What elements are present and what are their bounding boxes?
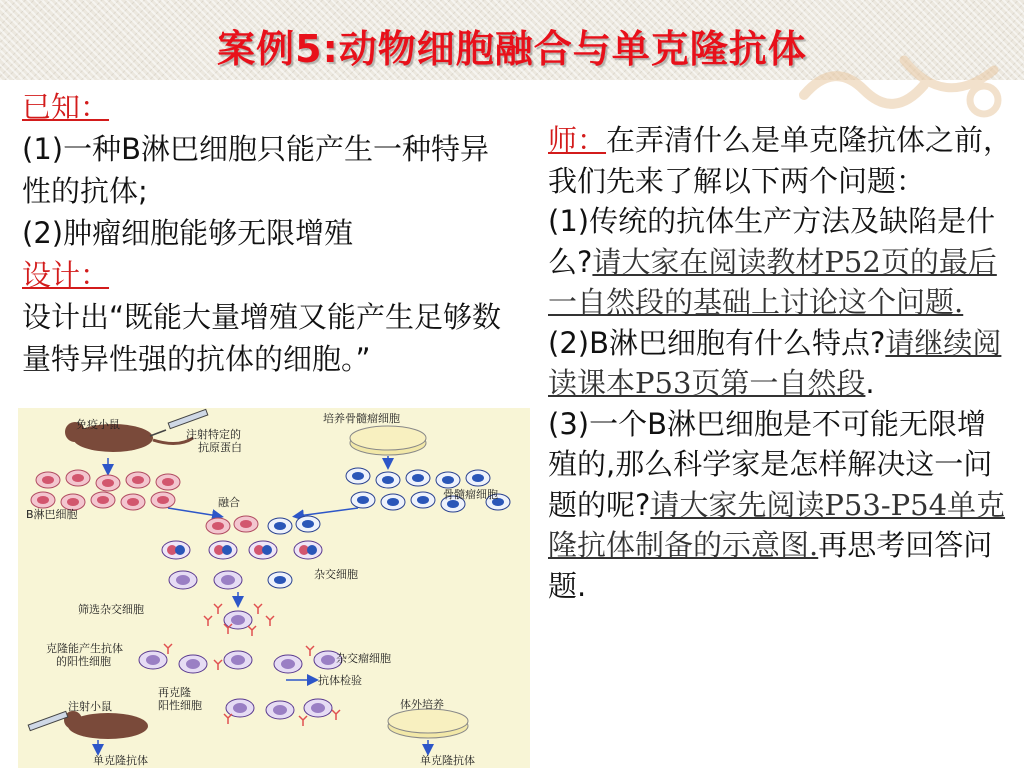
title-bar	[0, 0, 1024, 80]
intro-text: 在弄清什么是单克隆抗体之前，我们先来了解以下两个问题：	[548, 123, 1013, 198]
label-fusion: 融合	[218, 496, 240, 509]
label-mab-left: 单克隆抗体	[93, 754, 148, 767]
label-hybrid: 杂交细胞	[314, 568, 358, 581]
label-in-vitro: 体外培养	[400, 698, 444, 711]
question-3-hint: 请大家先阅读P53-P54单克隆抗体制备的示意图.	[548, 487, 1006, 562]
label-myeloma: 骨髓瘤细胞	[443, 488, 498, 501]
label-b-cells: B淋巴细胞	[26, 508, 78, 521]
question-2: (2)B淋巴细胞有什么特点?	[548, 325, 886, 360]
label-reclone-2: 阳性细胞	[158, 699, 202, 712]
question-3-end: 再思考回答问题.	[548, 528, 993, 603]
label-inject-mouse: 注射小鼠	[68, 700, 112, 713]
label-reclone-1: 再克隆	[158, 686, 191, 699]
label-positive-1: 克隆能产生抗体	[46, 642, 123, 655]
monoclonal-antibody-diagram	[18, 408, 530, 768]
question-1: (1)传统的抗体生产方法及缺陷是什么?	[548, 204, 996, 279]
label-inject-antigen-1: 注射特定的	[186, 428, 241, 441]
label-positive-2: 的阳性细胞	[56, 655, 111, 668]
label-select-hybrid: 筛选杂交细胞	[78, 603, 144, 616]
design-text: 设计出“既能大量增殖又能产生足够数量特异性强的抗体的细胞。”	[22, 300, 502, 376]
slide-title: 案例5:动物细胞融合与单克隆抗体	[217, 27, 807, 71]
petri-dish-icon	[350, 426, 426, 455]
watermark-logo	[794, 40, 1024, 120]
known-item-2: (2)肿瘤细胞能够无限增殖	[22, 216, 354, 250]
right-text-block	[548, 120, 1013, 606]
label-inject-antigen-2: 抗原蛋白	[198, 441, 242, 454]
question-2-hint: 请继续阅读课本P53页第一自然段	[548, 325, 1002, 400]
known-heading: 已知：	[22, 90, 110, 124]
label-antibody-test: 抗体检验	[318, 674, 362, 687]
teacher-label: 师：	[548, 123, 607, 157]
known-item-1: (1)一种B淋巴细胞只能产生一种特异性的抗体;	[22, 132, 489, 208]
label-immune-mouse: 免疫小鼠	[76, 418, 120, 431]
hybrid-cell-row	[169, 571, 292, 589]
label-culture-myeloma: 培养骨髓瘤细胞	[323, 412, 400, 425]
question-3: (3)一个B淋巴细胞是不可能无限增殖的,那么科学家是怎样解决这一问题的呢?	[548, 406, 993, 522]
question-2-end: .	[865, 366, 875, 400]
left-text-block	[22, 86, 512, 380]
label-mab-right: 单克隆抗体	[420, 754, 475, 767]
label-hybridoma: 杂交瘤细胞	[336, 652, 391, 665]
in-vitro-dish-icon	[388, 709, 468, 738]
design-heading: 设计：	[22, 258, 110, 292]
question-1-hint: 请大家在阅读教材P52页的最后一自然段的基础上讨论这个问题.	[548, 244, 997, 319]
